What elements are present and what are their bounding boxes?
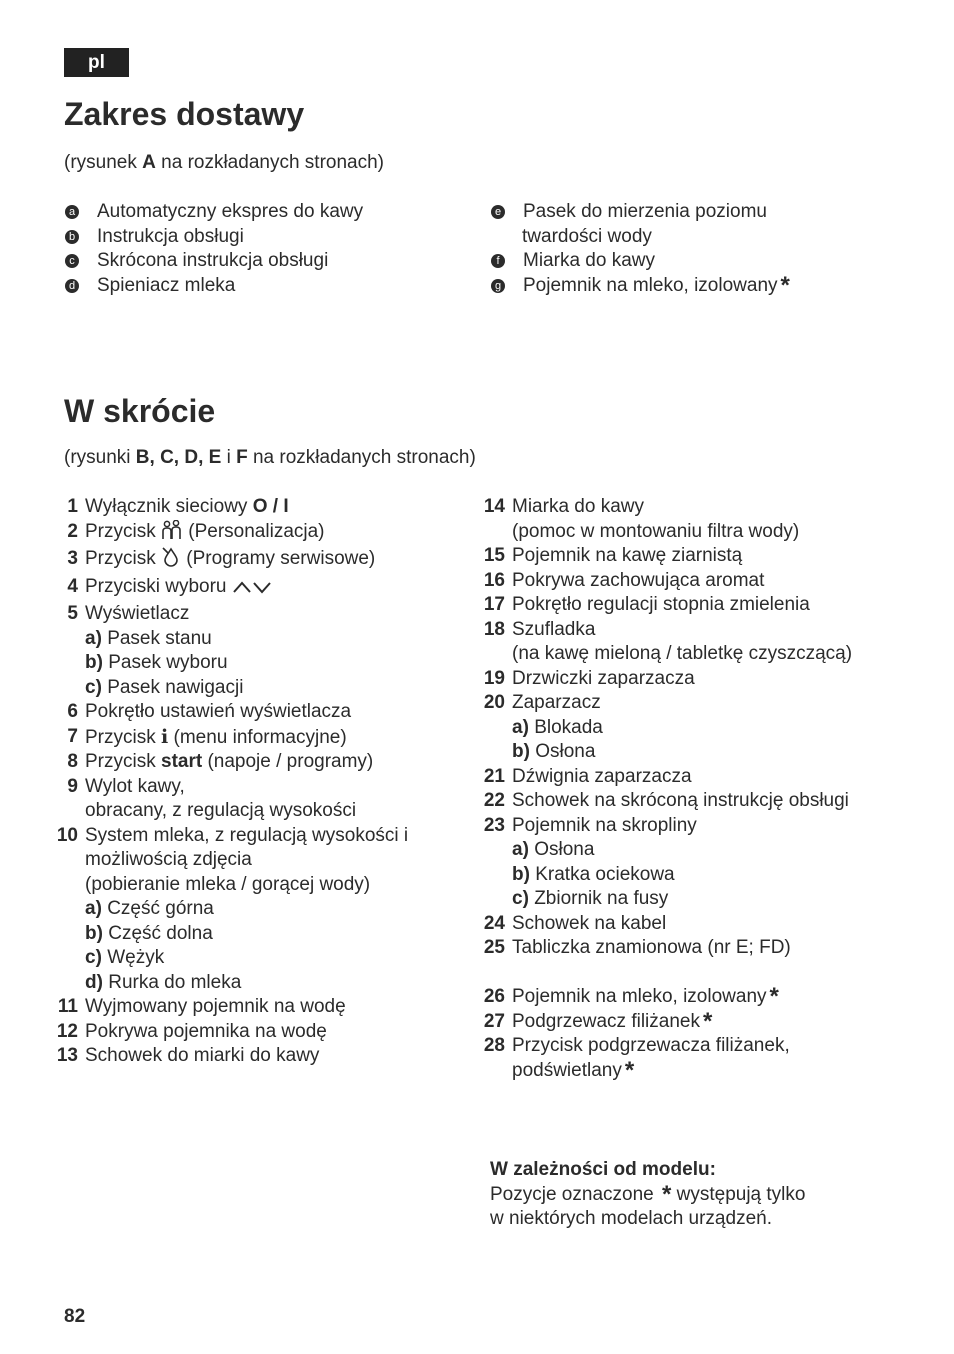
list-item: 3 Przycisk (Programy serwisowe) xyxy=(53,547,408,575)
personalization-icon xyxy=(161,520,183,548)
list-item: 7 Przycisk i (menu informacyjne) xyxy=(67,725,347,748)
overview-list-right xyxy=(480,495,852,1083)
asterisk-mark: * xyxy=(624,1056,635,1084)
list-item: 14 Miarka do kawy xyxy=(483,496,644,517)
list-item: e Pasek do mierzenia poziomu xyxy=(490,200,790,225)
letter-badge: e xyxy=(491,205,505,219)
asterisk-mark: * xyxy=(769,983,779,1010)
page-number: 82 xyxy=(64,1306,86,1327)
list-item: g Pojemnik na mleko, izolowany * xyxy=(490,274,790,299)
letter-badge: f xyxy=(491,254,505,268)
list-item: f Miarka do kawy xyxy=(490,249,790,274)
delivery-list-right xyxy=(490,200,790,298)
language-tab: pl xyxy=(64,48,129,77)
sub-item: b) Kratka ociekowa xyxy=(512,863,675,885)
list-item-continuation: obracany, z regulacją wysokości xyxy=(85,800,357,821)
model-note-line: Pozycje oznaczone * występują tylko xyxy=(490,1180,806,1208)
sub-item: a) Część górna xyxy=(85,898,214,919)
sub-item: c) Wężyk xyxy=(85,947,165,968)
list-item: 25 Tabliczka znamionowa (nr E; FD) xyxy=(483,937,791,958)
list-item: 22 Schowek na skróconą instrukcję obsługi xyxy=(483,790,849,811)
asterisk-mark: * xyxy=(702,1007,713,1035)
list-item: 10 System mleka, z regulacją wysokości i xyxy=(56,824,409,846)
delivery-list-left xyxy=(64,200,363,298)
section-subtitle-delivery: (rysunek A na rozkładanych stronach) xyxy=(64,152,384,173)
chevron-down-icon xyxy=(252,578,272,603)
list-item: 11 Wyjmowany pojemnik na wodę xyxy=(57,996,346,1017)
list-item: 2 Przycisk (Personalizacja) xyxy=(53,520,408,548)
list-item: 4 Przyciski wyboru xyxy=(53,575,408,603)
list-item: 20 Zaparzacz xyxy=(483,692,601,713)
model-note-heading: W zależności od modelu: xyxy=(490,1159,716,1180)
list-item-continuation: podświetlany * xyxy=(512,1056,635,1084)
letter-badge: b xyxy=(65,230,79,244)
list-item: 19 Drzwiczki zaparzacza xyxy=(483,667,695,689)
list-item: 23 Pojemnik na skropliny xyxy=(483,814,697,836)
sub-item: a) Pasek stanu xyxy=(85,627,212,649)
list-item-continuation: twardości wody xyxy=(522,225,652,247)
section-title-overview: W skrócie xyxy=(64,393,216,429)
sub-item: c) Pasek nawigacji xyxy=(85,676,244,698)
asterisk-mark: * xyxy=(780,271,790,299)
letter-badge: a xyxy=(65,205,79,219)
list-item: 28 Przycisk podgrzewacza filiżanek, xyxy=(483,1035,790,1056)
sub-item: d) Rurka do mleka xyxy=(85,971,242,993)
list-item: 18 Szufladka xyxy=(483,618,596,640)
list-item: 27 Podgrzewacz filiżanek * xyxy=(483,1007,713,1035)
section-title-delivery: Zakres dostawy xyxy=(64,96,305,132)
list-item: 12 Pokrywa pojemnika na wodę xyxy=(56,1020,327,1042)
sub-item: b) Część dolna xyxy=(85,922,213,944)
list-item-continuation: (na kawę mieloną / tabletkę czyszczącą) xyxy=(512,643,853,664)
list-item: 9 Wylot kawy, xyxy=(67,775,185,797)
list-item: 16 Pokrywa zachowująca aromat xyxy=(483,569,765,591)
model-note-line: w niektórych modelach urządzeń. xyxy=(490,1208,772,1229)
overview-list-left xyxy=(53,495,408,1069)
letter-badge: c xyxy=(65,254,79,268)
list-item: 21 Dźwignia zaparzacza xyxy=(483,765,692,787)
sub-item: c) Zbiornik na fusy xyxy=(512,888,669,909)
section-subtitle-overview: (rysunki B, C, D, E i F na rozkładanych stronach) xyxy=(64,447,476,468)
letter-badge: d xyxy=(65,279,79,293)
asterisk-mark: * xyxy=(662,1180,672,1208)
list-item: 24 Schowek na kabel xyxy=(483,912,667,934)
list-item-continuation: możliwością zdjęcia xyxy=(85,849,252,870)
list-item: 26 Pojemnik na mleko, izolowany * xyxy=(483,983,779,1010)
list-item: 1 Wyłącznik sieciowy O / I xyxy=(67,496,289,517)
list-item: a Automatyczny ekspres do kawy xyxy=(64,200,363,225)
sub-item: b) Osłona xyxy=(512,741,596,762)
list-item: 13 Schowek do miarki do kawy xyxy=(56,1045,320,1066)
list-item: 8 Przycisk start (napoje / programy) xyxy=(67,751,374,772)
list-item: c Skrócona instrukcja obsługi xyxy=(64,249,363,274)
list-item: d Spieniacz mleka xyxy=(64,274,363,299)
chevron-up-icon xyxy=(232,578,252,603)
sub-item: b) Pasek wyboru xyxy=(85,652,228,673)
list-item-continuation: (pomoc w montowaniu filtra wody) xyxy=(512,520,800,542)
list-item: 17 Pokrętło regulacji stopnia zmielenia xyxy=(483,594,810,615)
service-drop-icon xyxy=(161,547,181,575)
list-item: b Instrukcja obsługi xyxy=(64,225,363,250)
list-item-continuation: (pobieranie mleka / gorącej wody) xyxy=(85,873,371,895)
sub-item: a) Blokada xyxy=(512,716,603,738)
info-icon: i xyxy=(161,725,169,748)
list-item: 5 Wyświetlacz xyxy=(67,603,190,624)
list-item: 15 Pojemnik na kawę ziarnistą xyxy=(483,545,743,566)
list-item: 6 Pokrętło ustawień wyświetlacza xyxy=(67,701,352,722)
sub-item: a) Osłona xyxy=(512,839,595,860)
model-note xyxy=(490,1158,805,1232)
letter-badge: g xyxy=(491,279,505,293)
